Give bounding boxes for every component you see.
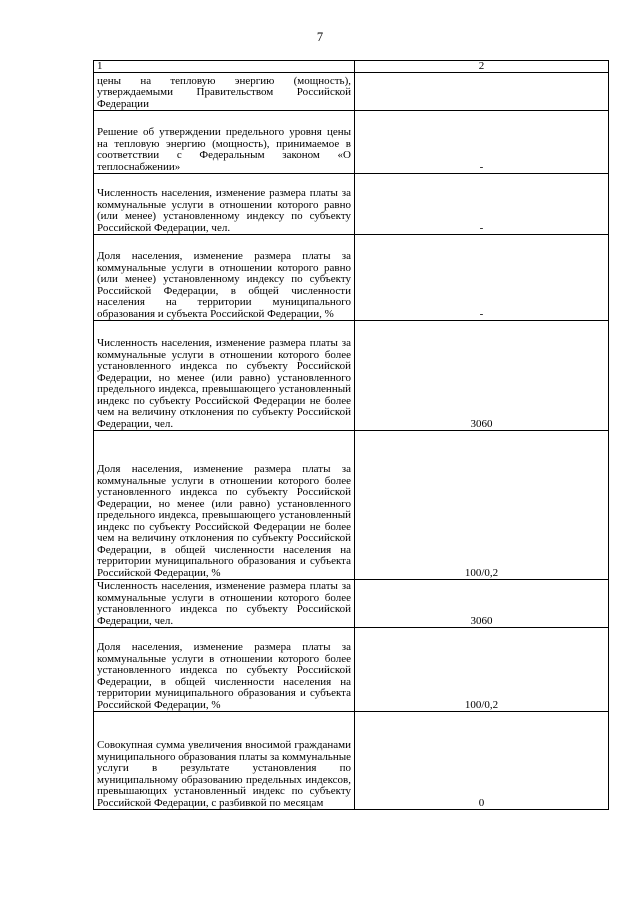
row-value: 0	[355, 712, 609, 810]
row-value: -	[355, 111, 609, 174]
row-value: 100/0,2	[355, 628, 609, 712]
table-header-row	[94, 61, 609, 73]
row-label: Доля населения, изменение размера платы за коммунальные услуги в отношении которого более установленного индекса по субъекту Российской Федерации, в общей численности населения на территории муниципального образования и субъекта Российской Федерации, %	[94, 628, 355, 712]
table-row	[94, 431, 609, 580]
row-value: 3060	[355, 321, 609, 431]
table-row	[94, 580, 609, 628]
column-header-1: 1	[94, 61, 355, 73]
row-label: Численность населения, изменение размера платы за коммунальные услуги в отношении которого более установленного индекса по субъекту Российской Федерации, но менее (или равно) установленного предельного индекса, превышающего установленный индекс по субъекту Российской Федерации не более чем на величину отклонения по субъекту Российской Федерации, чел.	[94, 321, 355, 431]
row-value: -	[355, 174, 609, 235]
table-row	[94, 174, 609, 235]
table-row	[94, 235, 609, 321]
row-label: цены на тепловую энергию (мощность), утверждаемыми Правительством Российской Федерации	[94, 73, 355, 111]
table-row	[94, 712, 609, 810]
row-label: Решение об утверждении предельного уровня цены на тепловую энергию (мощность), принимаемое в соответствии с Федеральным законом «О теплоснабжении»	[94, 111, 355, 174]
table-row	[94, 628, 609, 712]
table-row	[94, 73, 609, 111]
table-row	[94, 111, 609, 174]
table-row	[94, 321, 609, 431]
row-label: Доля населения, изменение размера платы за коммунальные услуги в отношении которого более установленного индекса по субъекту Российской Федерации, но менее (или равно) установленного предельного индекса, превышающего установленный индекс по субъекту Российской Федерации не более чем на величину отклонения по субъекту Российской Федерации, в общей численности населения на территории муниципального образования и субъекта Российской Федерации, %	[94, 431, 355, 580]
data-table	[93, 60, 609, 810]
row-value: -	[355, 235, 609, 321]
page-number: 7	[316, 30, 324, 44]
row-value: 100/0,2	[355, 431, 609, 580]
row-label: Совокупная сумма увеличения вносимой гражданами муниципального образования платы за коммунальные услуги в результате установления по муниципальному образованию предельных индексов, превышающих установленный индекс по субъекту Российской Федерации, с разбивкой по месяцам	[94, 712, 355, 810]
row-value: 3060	[355, 580, 609, 628]
column-header-2: 2	[355, 61, 609, 73]
row-value	[355, 73, 609, 111]
row-label: Доля населения, изменение размера платы за коммунальные услуги в отношении которого равно (или менее) установленному индексу по субъекту Российской Федерации, в общей численности населения на территории муниципального образования и субъекта Российской Федерации, %	[94, 235, 355, 321]
row-label: Численность населения, изменение размера платы за коммунальные услуги в отношении которого более установленного индекса по субъекту Российской Федерации, чел.	[94, 580, 355, 628]
row-label: Численность населения, изменение размера платы за коммунальные услуги в отношении которого равно (или менее) установленному индексу по субъекту Российской Федерации, чел.	[94, 174, 355, 235]
